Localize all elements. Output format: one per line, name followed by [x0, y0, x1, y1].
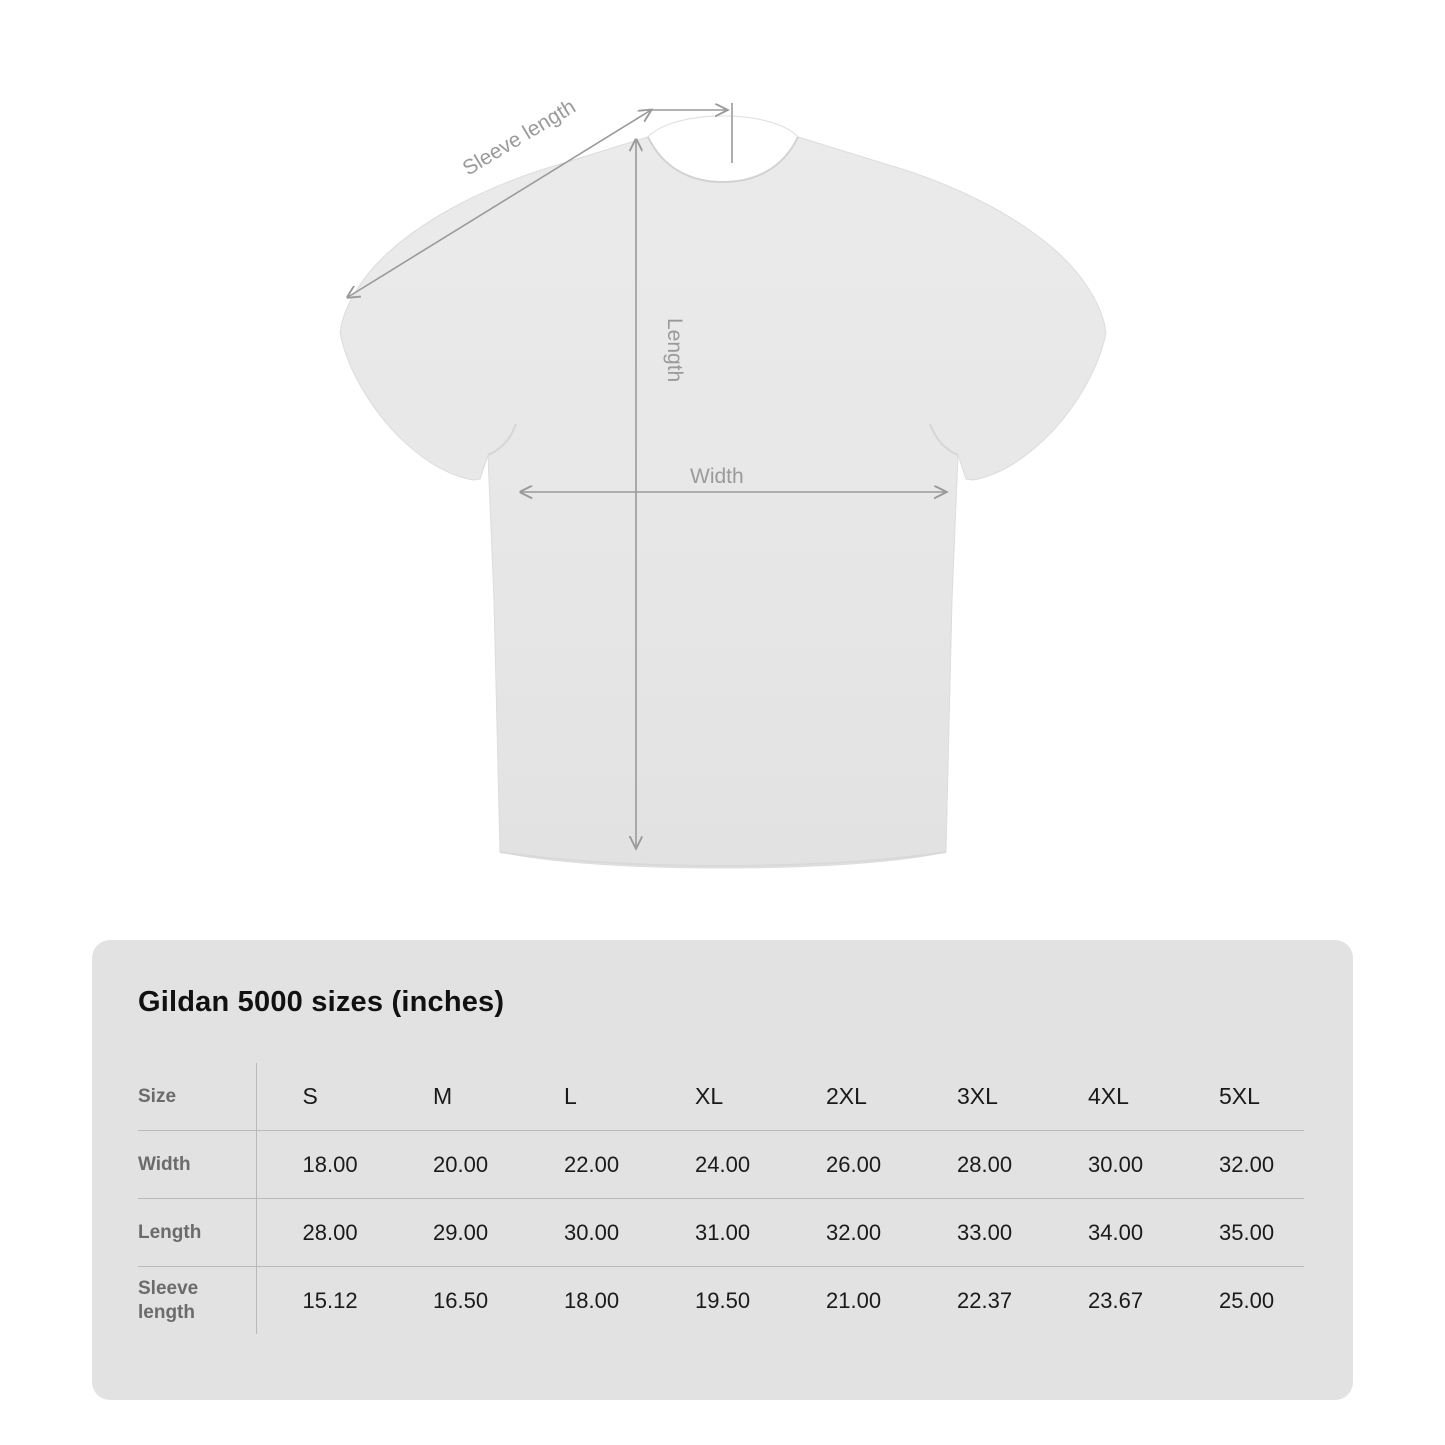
length-label: Length [663, 318, 686, 383]
width-label: Width [690, 465, 744, 488]
width-s: 18.00 [256, 1131, 387, 1199]
table-row [138, 1131, 1304, 1199]
header-size-m: M [387, 1063, 518, 1131]
width-3xl: 28.00 [911, 1131, 1042, 1199]
header-size-2xl: 2XL [780, 1063, 911, 1131]
sleeve-length-label: Sleeve length [458, 95, 580, 181]
sleeve-4xl: 23.67 [1088, 1287, 1144, 1313]
table-row [138, 1199, 1304, 1267]
length-xl: 31.00 [649, 1199, 780, 1267]
row-label-width: Width [138, 1131, 256, 1199]
length-m: 29.00 [387, 1199, 518, 1267]
header-size-l: L [518, 1063, 649, 1131]
width-4xl: 30.00 [1042, 1131, 1173, 1199]
size-table [138, 1063, 1304, 1334]
sleeve-2xl: 21.00 [826, 1287, 882, 1313]
length-3xl: 33.00 [911, 1199, 1042, 1267]
size-chart-card [92, 940, 1353, 1400]
table-header-row [138, 1063, 1304, 1131]
length-l: 30.00 [518, 1199, 649, 1267]
width-m: 20.00 [387, 1131, 518, 1199]
length-5xl: 35.00 [1173, 1199, 1304, 1267]
row-label-sleeve-length: Sleeve length [138, 1277, 199, 1323]
width-l: 22.00 [518, 1131, 649, 1199]
header-size-xl: XL [649, 1063, 780, 1131]
sleeve-m: 16.50 [433, 1287, 489, 1313]
sleeve-5xl: 25.00 [1219, 1287, 1275, 1313]
table-row [138, 1267, 1304, 1335]
row-label-length: Length [138, 1199, 256, 1267]
length-2xl: 32.00 [780, 1199, 911, 1267]
width-xl: 24.00 [649, 1131, 780, 1199]
width-5xl: 32.00 [1173, 1131, 1304, 1199]
header-size-3xl: 3XL [911, 1063, 1042, 1131]
sleeve-xl: 19.50 [695, 1287, 751, 1313]
width-2xl: 26.00 [780, 1131, 911, 1199]
sleeve-3xl: 22.37 [957, 1287, 1013, 1313]
sleeve-s: 15.12 [256, 1267, 387, 1335]
length-4xl: 34.00 [1042, 1199, 1173, 1267]
length-s: 28.00 [256, 1199, 387, 1267]
sleeve-l: 18.00 [564, 1287, 620, 1313]
header-size-s: S [256, 1063, 387, 1131]
header-size-5xl: 5XL [1173, 1063, 1304, 1131]
header-size-4xl: 4XL [1042, 1063, 1173, 1131]
chart-title: Gildan 5000 sizes (inches) [138, 986, 505, 1018]
header-size-label: Size [138, 1063, 256, 1131]
